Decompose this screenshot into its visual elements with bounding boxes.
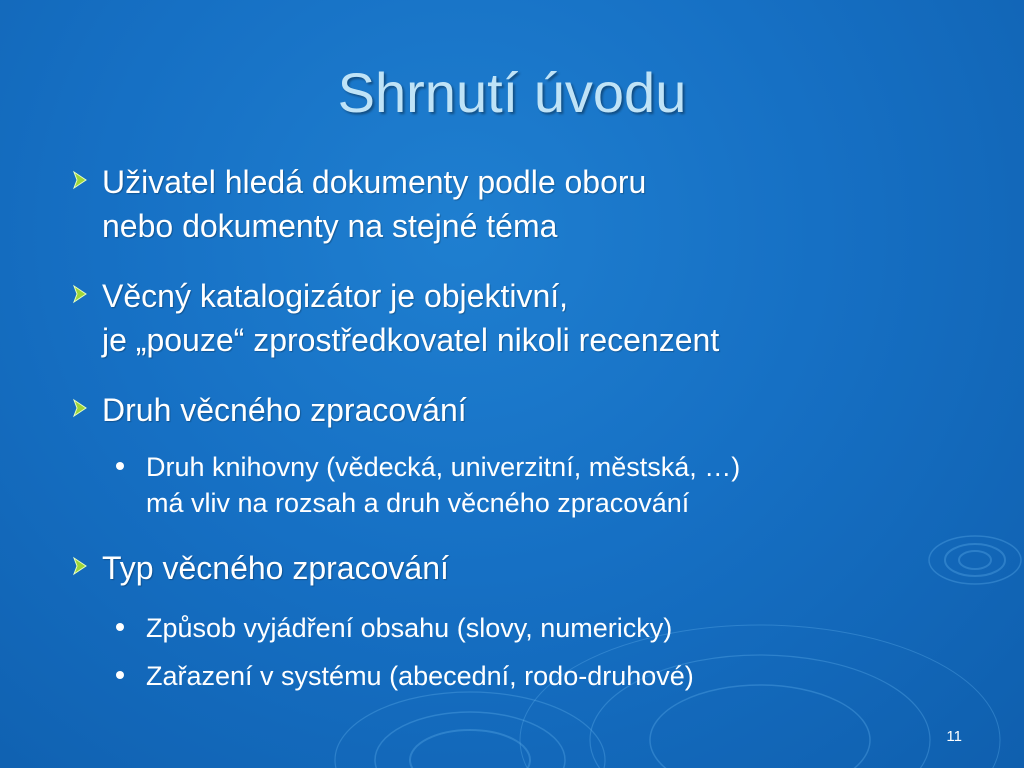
dot-bullet-icon: [116, 671, 124, 679]
sub-bullet-item: [116, 449, 976, 521]
bullet-item: [68, 546, 948, 590]
slide-title: Shrnutí úvodu: [337, 61, 687, 124]
bullet-text-line: je „pouze“ zprostředkovatel nikoli recenzent: [102, 322, 720, 358]
arrow-bullet-icon: [68, 396, 92, 420]
sub-bullet-item: [116, 658, 976, 694]
sub-bullet-text-line: má vliv na rozsah a druh věcného zpracování: [146, 488, 690, 518]
bullet-item: [68, 274, 948, 362]
page-number: 11: [946, 728, 962, 745]
bullet-item: [68, 388, 948, 432]
bullet-text-line: Druh věcného zpracování: [102, 392, 467, 428]
sub-bullet-text-line: Způsob vyjádření obsahu (slovy, numericky): [146, 613, 673, 643]
arrow-bullet-icon: [68, 282, 92, 306]
sub-bullet-item: [116, 610, 976, 646]
bullet-text-line: Uživatel hledá dokumenty podle oboru: [102, 164, 647, 200]
bullet-text-line: Věcný katalogizátor je objektivní,: [102, 278, 569, 314]
bullet-text-line: Typ věcného zpracování: [102, 550, 449, 586]
dot-bullet-icon: [116, 623, 124, 631]
arrow-bullet-icon: [68, 168, 92, 192]
sub-bullet-text-line: Zařazení v systému (abecední, rodo-druhové): [146, 661, 694, 691]
bullet-text-line: nebo dokumenty na stejné téma: [102, 208, 558, 244]
dot-bullet-icon: [116, 462, 124, 470]
bullet-item: [68, 160, 948, 248]
arrow-bullet-icon: [68, 554, 92, 578]
sub-bullet-text-line: Druh knihovny (vědecká, univerzitní, městská, …): [146, 452, 741, 482]
